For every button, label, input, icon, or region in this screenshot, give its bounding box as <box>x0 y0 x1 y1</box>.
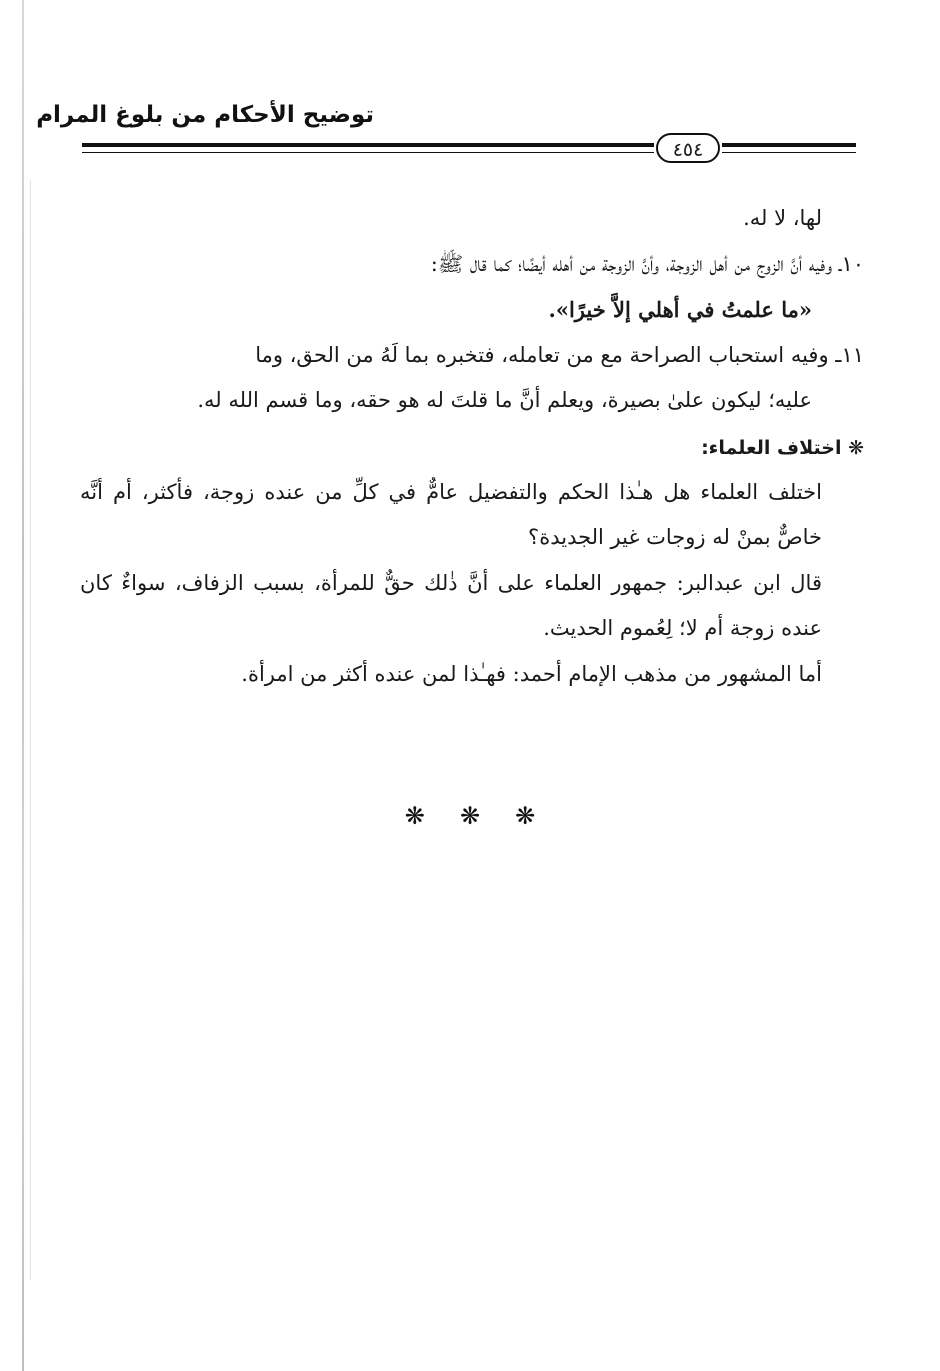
scan-edge-line-faint <box>30 180 31 1280</box>
star-ornament-icon: ❋ <box>459 802 481 830</box>
paragraph-3: أما المشهور من مذهب الإمام أحمد: فهـٰذا لمن عنده أكثر من امرأة. <box>241 661 822 686</box>
scan-edge-line <box>22 0 24 1371</box>
intro-line: لها، لا له. <box>743 206 822 230</box>
header-rule-thin-right <box>722 152 856 153</box>
book-title: توضيح الأحكام من بلوغ المرام <box>36 102 374 128</box>
section-separator <box>0 802 940 830</box>
header-rule-thin-left <box>82 152 654 153</box>
page-body <box>80 196 864 697</box>
item-10-text: ١٠ـ وفيه أنَّ الزوج من أهل الزوجة، وأنَّ الزوجة من أهله أيضًا؛ كما قال ﷺ: <box>430 251 864 276</box>
item-10-quote: «ما علمتُ في أهلي إلاَّ خيرًا». <box>548 297 812 322</box>
paragraph-2: قال ابن عبدالبر: جمهور العلماء على أنَّ ذٰلك حقٌّ للمرأة، بسبب الزفاف، سواءٌ كان عنده زوجة أم لا؛ لِعُموم الحديث. <box>80 570 822 640</box>
page-number: ٤٥٤ <box>656 133 720 163</box>
paragraph-1: اختلف العلماء هل هـٰذا الحكم والتفضيل عامٌّ في كلِّ من عنده زوجة، فأكثر، أم أنَّه خاصٌّ بمنْ له زوجات غير الجديدة؟ <box>80 479 822 549</box>
star-ornament-icon: ❋ <box>404 802 425 830</box>
star-ornament-icon: ❋ <box>515 802 536 830</box>
header-rule-thick-left <box>82 143 654 147</box>
section-heading: ❋ اختلاف العلماء: <box>701 436 864 459</box>
item-11-line-1: ١١ـ وفيه استحباب الصراحة مع من تعامله، فتخبره بما لَهُ من الحق، وما <box>255 342 864 367</box>
item-11-line-2: عليه؛ ليكون علىٰ بصيرة، ويعلم أنَّ ما قلتَ له هو حقه، وما قسم الله له. <box>197 388 812 412</box>
header-rule-thick-right <box>722 143 856 147</box>
